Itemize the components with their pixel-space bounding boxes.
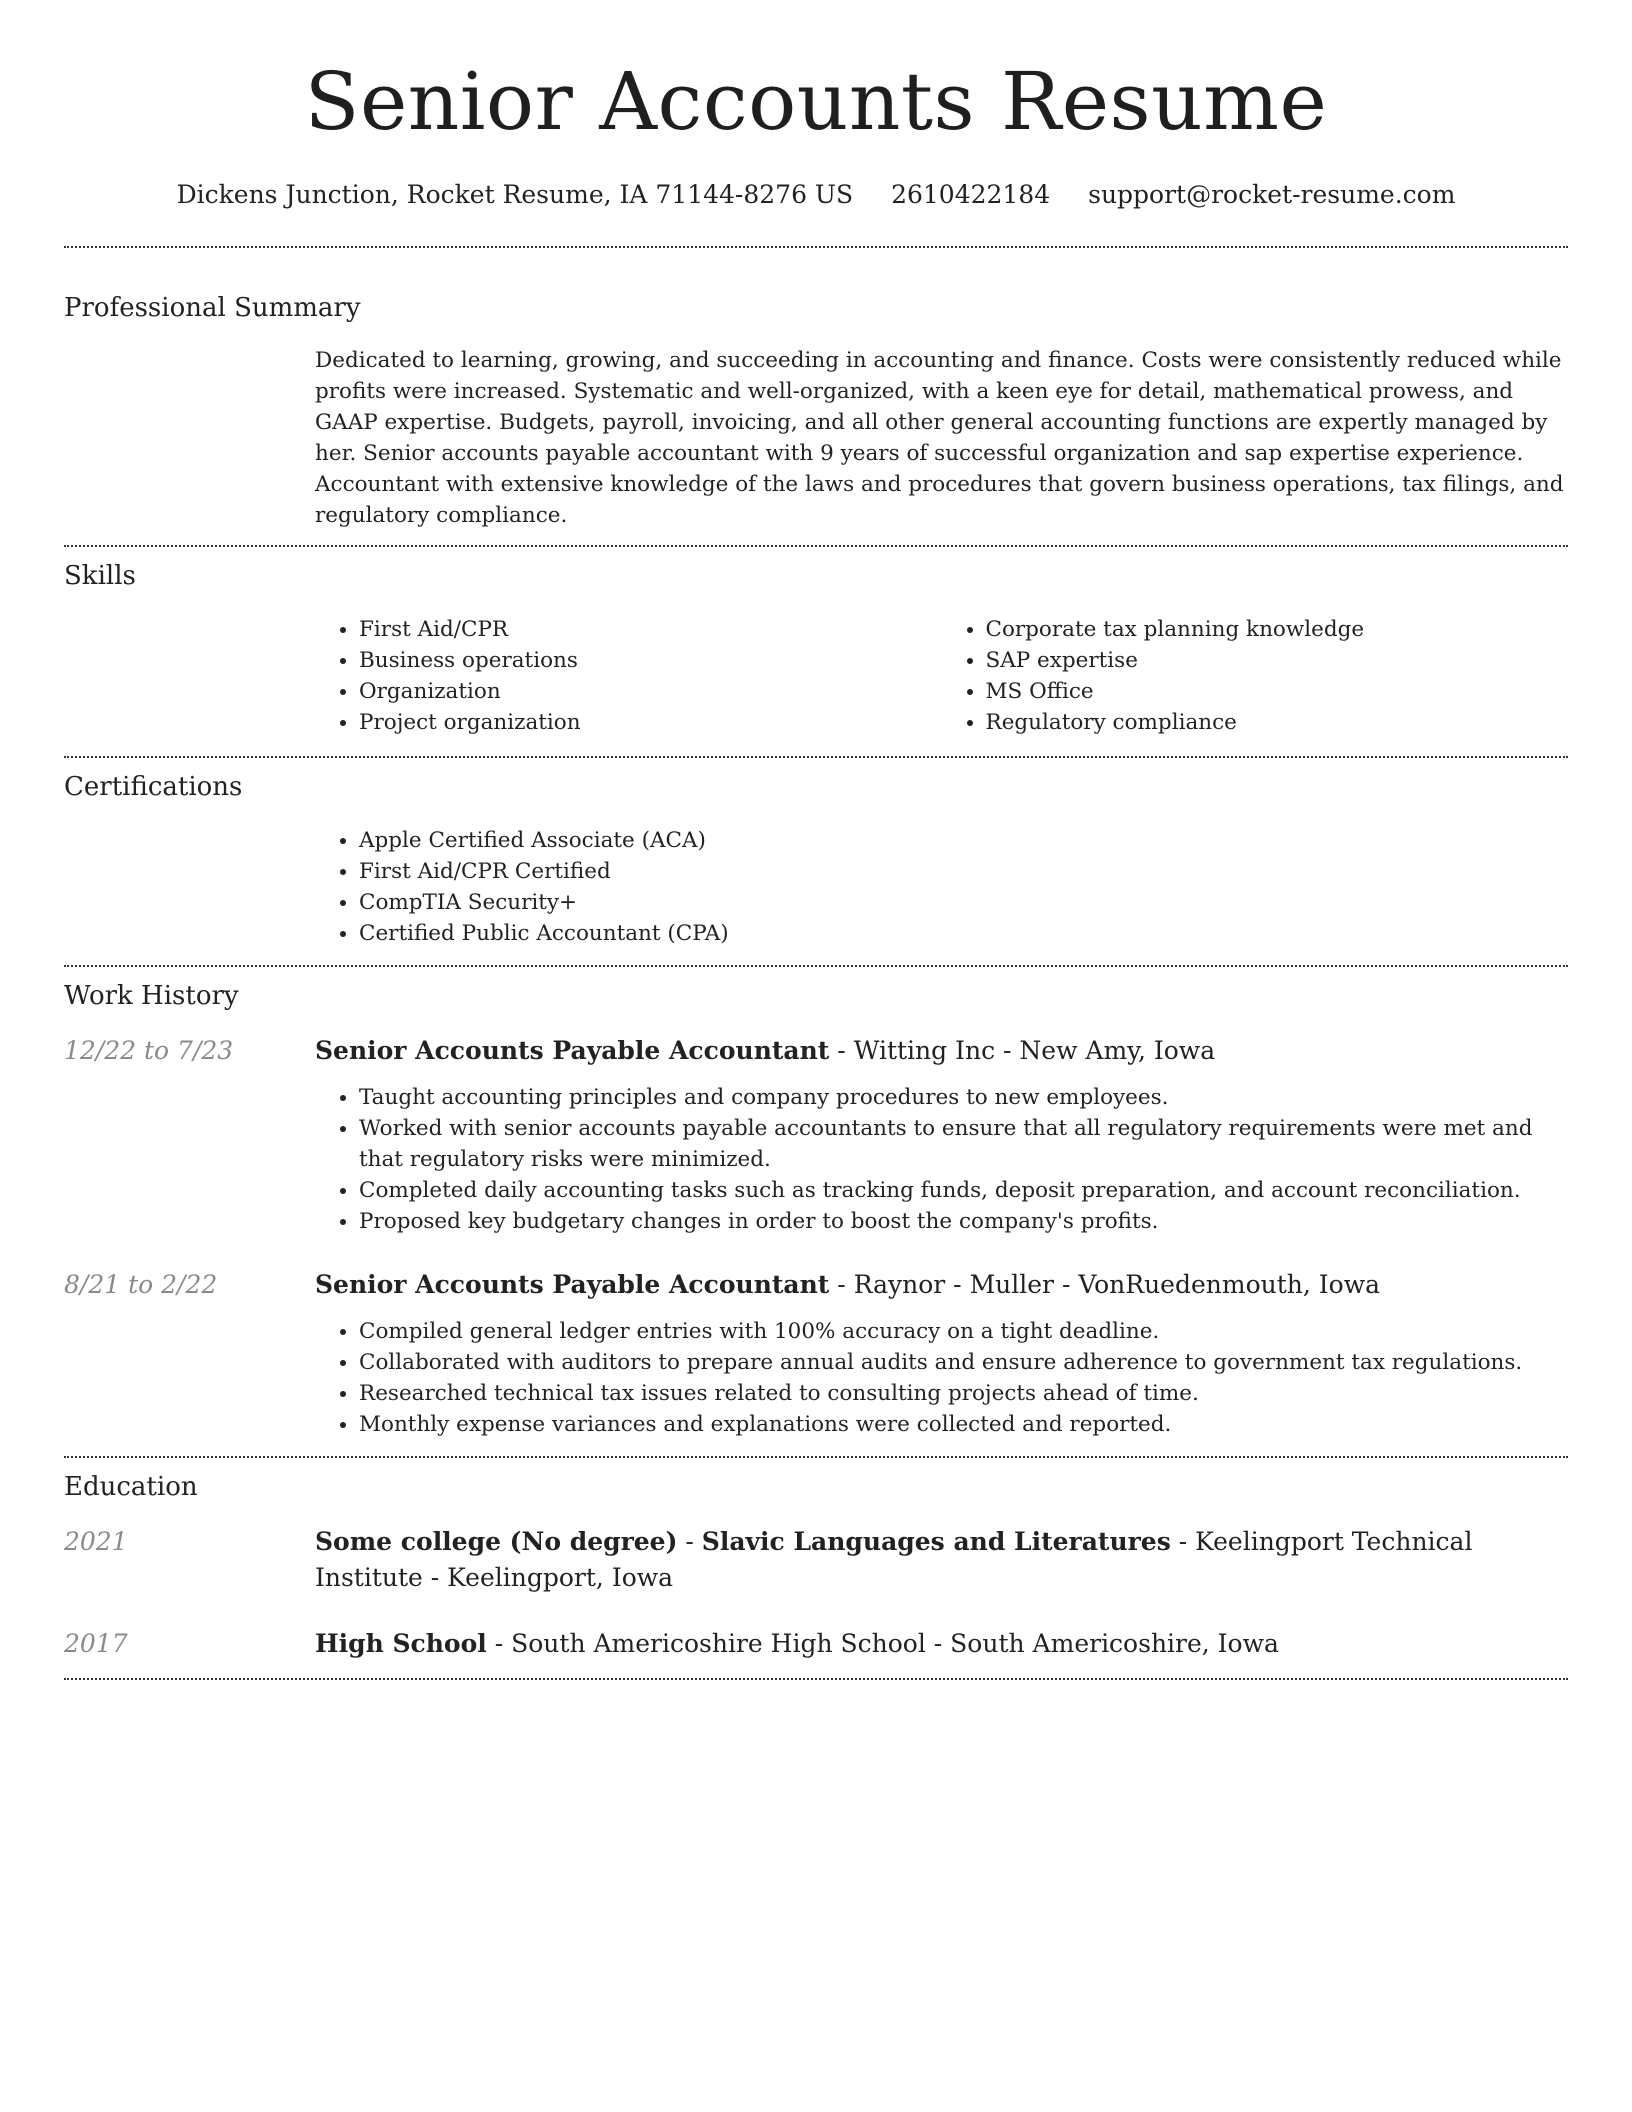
list-item: • Monthly expense variances and explanations were collected and reported. xyxy=(359,1409,1568,1440)
list-item: • First Aid/CPR Certified xyxy=(359,856,1568,887)
list-item: • Researched technical tax issues related to consulting projects ahead of time. xyxy=(359,1378,1568,1409)
education-section xyxy=(64,1458,1568,1678)
list-item: • CompTIA Security+ xyxy=(359,887,1568,918)
education-degree: Some college (No degree) xyxy=(315,1527,678,1556)
list-item: • Compiled general ledger entries with 100% accuracy on a tight deadline. xyxy=(359,1316,1568,1347)
summary-text: Dedicated to learning, growing, and succeeding in accounting and finance. Costs were consistently reduced while profits were increased. Systematic and well-organized, with a keen eye for detail, mathematical prowess, and GAAP expertise. Budgets, payroll, invoicing, and all other general accounting functions are expertly managed by her. Senior accounts payable accountant with 9 years of successful organization and sap expertise experience. Accountant with extensive knowledge of the laws and procedures that govern business operations, tax filings, and regulatory compliance. xyxy=(315,348,1564,528)
education-entry xyxy=(64,1626,1568,1662)
list-item: • First Aid/CPR xyxy=(359,614,942,645)
education-school: - South Americoshire High School - South Americoshire, Iowa xyxy=(486,1629,1279,1658)
list-item: • Certified Public Accountant (CPA) xyxy=(359,918,1568,949)
work-history-section xyxy=(64,967,1568,1456)
education-field: Slavic Languages and Literatures xyxy=(701,1527,1171,1556)
job-dates: 8/21 to 2/22 xyxy=(64,1270,218,1299)
education-school: - Keelingport Technical Institute - Keelingport, Iowa xyxy=(315,1527,1473,1592)
education-title-line xyxy=(315,1524,1568,1596)
job-entry xyxy=(64,1267,1568,1440)
work-history-heading: Work History xyxy=(64,981,239,1011)
list-item: • Completed daily accounting tasks such as tracking funds, deposit preparation, and account reconciliation. xyxy=(359,1175,1568,1206)
summary-heading: Professional Summary xyxy=(64,293,361,323)
contact-address: Dickens Junction, Rocket Resume, IA 71144-8276 US xyxy=(176,180,854,209)
job-entry xyxy=(64,1033,1568,1237)
contact-email: support@rocket-resume.com xyxy=(1088,180,1456,209)
job-position: Senior Accounts Payable Accountant xyxy=(315,1270,830,1299)
education-title-line xyxy=(315,1626,1568,1662)
skills-list-right xyxy=(942,614,1569,738)
list-item: • Worked with senior accounts payable accountants to ensure that all regulatory requirements were met and that regulatory risks were minimized. xyxy=(359,1113,1568,1175)
job-duties-list xyxy=(315,1082,1568,1237)
education-entry xyxy=(64,1524,1568,1596)
divider xyxy=(64,1678,1568,1680)
job-details: - Raynor - Muller - VonRuedenmouth, Iowa xyxy=(829,1270,1381,1299)
education-degree: High School xyxy=(315,1629,487,1658)
resume-title: Senior Accounts Resume xyxy=(304,55,1328,148)
skills-heading: Skills xyxy=(64,561,136,591)
job-position: Senior Accounts Payable Accountant xyxy=(315,1036,830,1065)
education-year: 2017 xyxy=(64,1629,128,1658)
list-item: • Collaborated with auditors to prepare annual audits and ensure adherence to government tax regulations. xyxy=(359,1347,1568,1378)
list-item: • Taught accounting principles and company procedures to new employees. xyxy=(359,1082,1568,1113)
summary-section xyxy=(64,248,1568,545)
list-item: • MS Office xyxy=(986,676,1569,707)
education-heading: Education xyxy=(64,1472,198,1502)
list-item: • Business operations xyxy=(359,645,942,676)
list-item: • Proposed key budgetary changes in order to boost the company's profits. xyxy=(359,1206,1568,1237)
job-title-line xyxy=(315,1267,1568,1303)
list-item: • Organization xyxy=(359,676,942,707)
job-title-line xyxy=(315,1033,1568,1069)
contact-phone: 2610422184 xyxy=(891,180,1051,209)
certifications-section xyxy=(64,758,1568,965)
job-dates: 12/22 to 7/23 xyxy=(64,1036,234,1065)
skills-section xyxy=(64,547,1568,756)
certifications-list xyxy=(315,825,1568,949)
education-year: 2021 xyxy=(64,1527,128,1556)
list-item: • Project organization xyxy=(359,707,942,738)
list-item: • Corporate tax planning knowledge xyxy=(986,614,1569,645)
skills-list-left xyxy=(315,614,942,738)
list-item: • SAP expertise xyxy=(986,645,1569,676)
education-separator: - xyxy=(677,1527,702,1556)
list-item: • Apple Certified Associate (ACA) xyxy=(359,825,1568,856)
list-item: • Regulatory compliance xyxy=(986,707,1569,738)
job-details: - Witting Inc - New Amy, Iowa xyxy=(829,1036,1216,1065)
contact-line xyxy=(64,178,1568,212)
job-duties-list xyxy=(315,1316,1568,1440)
certifications-heading: Certifications xyxy=(64,772,243,802)
